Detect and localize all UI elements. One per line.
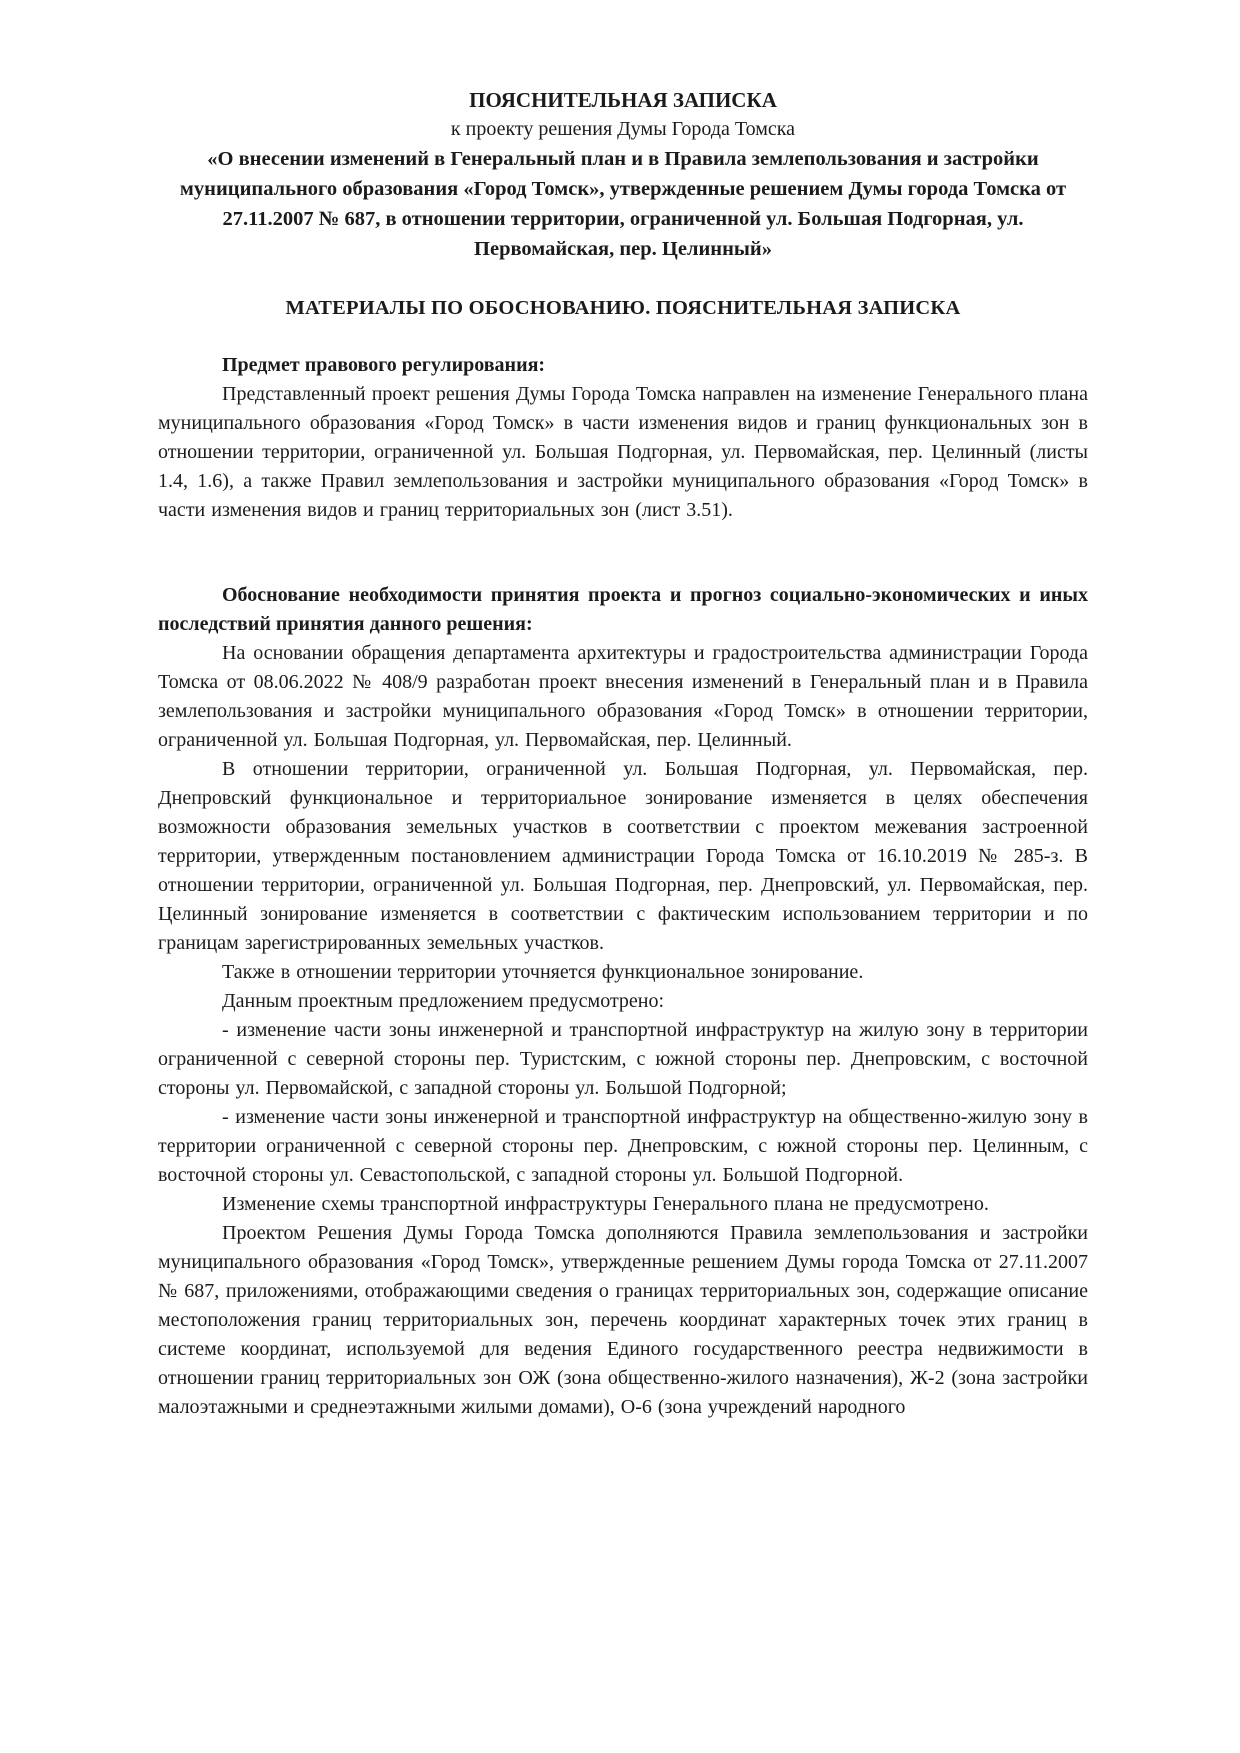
paragraph-project-proposal-intro: Данным проектным предложением предусмотрено: xyxy=(222,990,665,1012)
paragraph-zoning-change-reason: В отношении территории, ограниченной ул. Большая Подгорная, ул. Первомайская, пер. Днепровский функциональное и территориальное зонирование изменяется в целях обеспечения возможности образования земельных участков в соответствии с проектом межевания застроенной территории, утвержденным постановлением администрации Города Томска от 16.10.2019 № 285-з. В отношении территории, ограниченной ул. Большая Подгорная, пер. Днепровский, ул. Первомайская, пер. Целинный зонирование изменяется в соответствии с фактическим использованием территории и по границам зарегистрированных земельных участков. xyxy=(158,758,1088,954)
document-subtitle: к проекту решения Думы Города Томска xyxy=(450,118,796,140)
paragraph-functional-zoning-note: Также в отношении территории уточняется функциональное зонирование. xyxy=(222,961,864,983)
paragraph-change-item-public-residential-zone: - изменение части зоны инженерной и транспортной инфраструктур на общественно-жилую зону в территории ограниченной с северной стороны пер. Днепровским, с южной стороны пер. Целинным, с восточной стороны ул. Севастопольской, с западной стороны ул. Большой Подгорной. xyxy=(158,1106,1088,1186)
decree-title: «О внесении изменений в Генеральный план и в Правила землепользования и застройки муниципального образования «Город Томск», утвержденные решением Думы города Томска от 27.11.2007 № 687, в отношении территории, ограниченной ул. Большая Подгорная, ул. Первомайская, пер. Целинный» xyxy=(179,148,1067,260)
section-heading-materials: МАТЕРИАЛЫ ПО ОБОСНОВАНИЮ. ПОЯСНИТЕЛЬНАЯ ЗАПИСКА xyxy=(285,297,961,319)
paragraph-change-item-residential-zone: - изменение части зоны инженерной и транспортной инфраструктур на жилую зону в территории ограниченной с северной стороны пер. Туристским, с южной стороны пер. Днепровским, с восточной стороны ул. Первомайской, с западной стороны ул. Большой Подгорной; xyxy=(158,1019,1088,1099)
heading-subject-of-regulation: Предмет правового регулирования: xyxy=(222,354,546,376)
paragraph-transport-scheme-note: Изменение схемы транспортной инфраструктуры Генерального плана не предусмотрено. xyxy=(222,1193,989,1215)
paragraph-basis-of-project: На основании обращения департамента архитектуры и градостроительства администрации Города Томска от 08.06.2022 № 408/9 разработан проект внесения изменений в Генеральный план и в Правила землепользования и застройки муниципального образования «Город Томск» в отношении территории, ограниченной ул. Большая Подгорная, ул. Первомайская, пер. Целинный. xyxy=(158,642,1088,751)
paragraph-subject-description: Представленный проект решения Думы Города Томска направлен на изменение Генерального плана муниципального образования «Город Томск» в части изменения видов и границ функциональных зон в отношении территории, ограниченной ул. Большая Подгорная, ул. Первомайская, пер. Целинный (листы 1.4, 1.6), а также Правил землепользования и застройки муниципального образования «Город Томск» в части изменения видов и границ территориальных зон (лист 3.51). xyxy=(158,383,1088,521)
paragraph-appendices-description: Проектом Решения Думы Города Томска дополняются Правила землепользования и застройки муниципального образования «Город Томск», утвержденные решением Думы города Томска от 27.11.2007 № 687, приложениями, отображающими сведения о границах территориальных зон, содержащие описание местоположения границ территориальных зон, перечень координат характерных точек этих границ в системе координат, используемой для ведения Единого государственного реестра недвижимости в отношении границ территориальных зон ОЖ (зона общественно-жилого назначения), Ж-2 (зона застройки малоэтажными и среднеэтажными жилыми домами), О-6 (зона учреждений народного xyxy=(158,1222,1088,1418)
page-title: ПОЯСНИТЕЛЬНАЯ ЗАПИСКА xyxy=(469,88,777,112)
heading-justification: Обоснование необходимости принятия проекта и прогноз социально-экономических и иных последствий принятия данного решения: xyxy=(158,584,1088,635)
